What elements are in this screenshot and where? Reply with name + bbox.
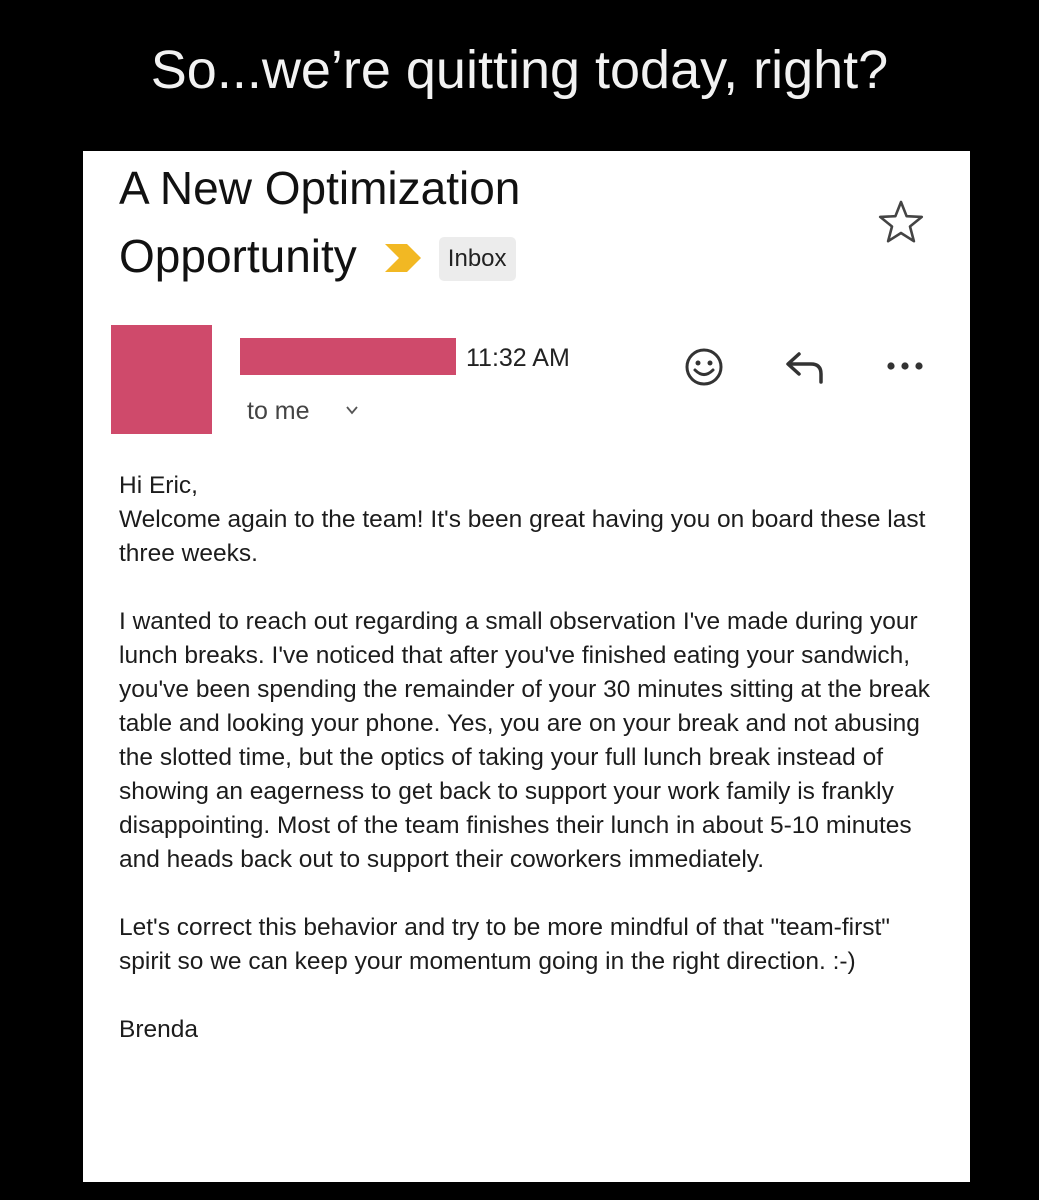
importance-marker-icon[interactable] xyxy=(383,240,423,276)
email-subject xyxy=(119,154,759,290)
emoji-reaction-icon[interactable] xyxy=(683,346,725,388)
inbox-label-chip[interactable]: Inbox xyxy=(439,237,516,281)
sender-avatar-redacted xyxy=(111,325,212,434)
email-paragraph-1: I wanted to reach out regarding a small observation I've made during your lunch breaks. I've noticed that after you've finished eating your sandwich, you've been spending the remainder of your 30 minutes sitting at the break table and looking your phone. Yes, you are on your break and not abusing the slotted time, but the optics of taking your full lunch break instead of showing an eagerness to get back to support your work family is frankly disappointing. Most of the team finishes their lunch in about 5-10 minutes and heads back out to support their coworkers immediately. xyxy=(119,608,930,873)
subject-line-1: A New Optimization xyxy=(119,162,521,214)
subject-line-2-row xyxy=(119,222,759,290)
reply-icon[interactable] xyxy=(783,346,829,386)
recipient-details-toggle[interactable]: to me xyxy=(247,397,310,425)
sender-name-redacted xyxy=(240,338,456,375)
meme-caption: So...we’re quitting today, right? xyxy=(150,40,889,100)
more-options-icon[interactable] xyxy=(883,351,927,381)
email-body xyxy=(119,469,939,1047)
email-paragraph-2: Let's correct this behavior and try to be more mindful of that "team-first" spirit so we can keep your momentum going in the right direction. :-) xyxy=(119,914,891,975)
chevron-down-icon[interactable] xyxy=(345,403,359,417)
email-timestamp: 11:32 AM xyxy=(466,344,570,372)
email-card xyxy=(83,151,970,1182)
star-icon[interactable] xyxy=(878,199,924,245)
email-greeting: Hi Eric, xyxy=(119,472,198,499)
subject-line-2: Opportunity xyxy=(119,230,357,282)
email-welcome: Welcome again to the team! It's been great having you on board these last three weeks. xyxy=(119,506,926,567)
email-signature: Brenda xyxy=(119,1016,199,1043)
